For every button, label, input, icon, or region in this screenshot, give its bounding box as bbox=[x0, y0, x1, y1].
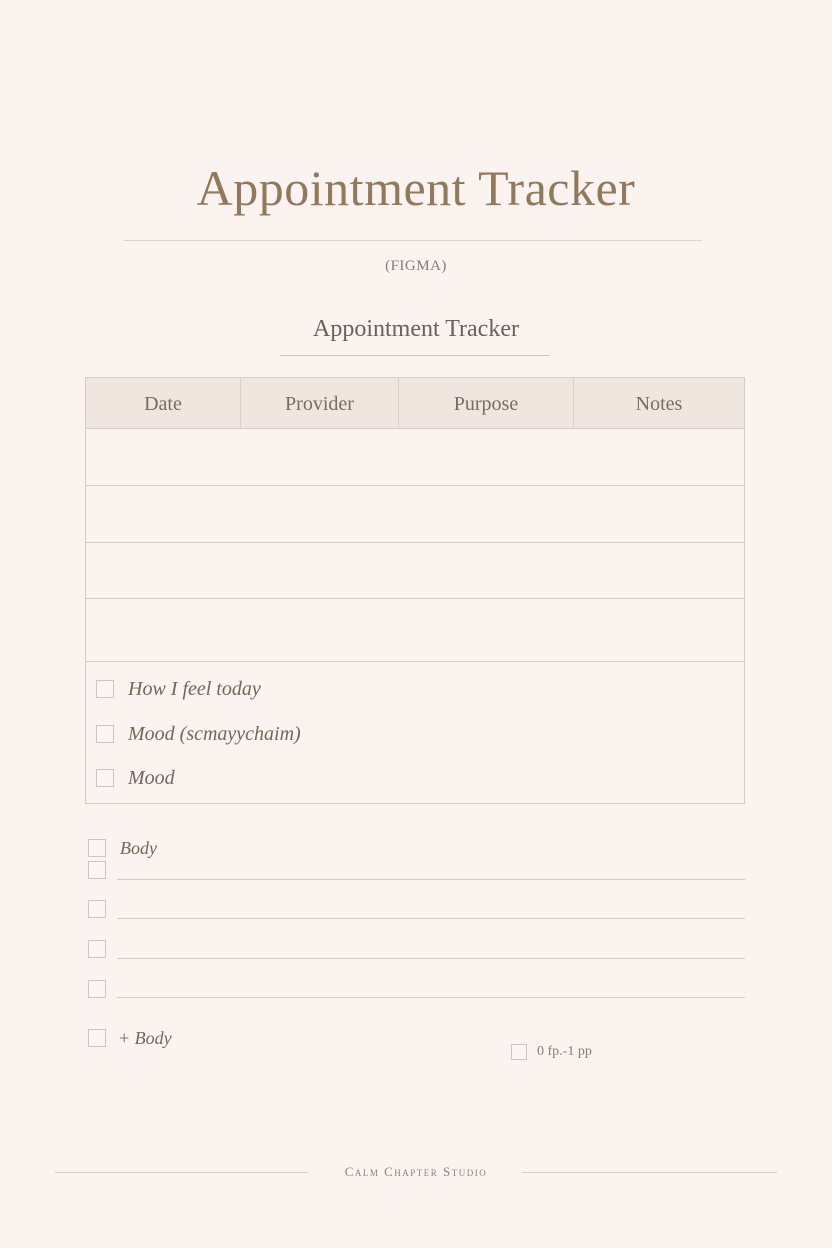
writing-line[interactable] bbox=[117, 918, 745, 919]
checklist-label: How I feel today bbox=[128, 678, 261, 700]
footer-brand: Calm Chapter Studio bbox=[344, 1164, 488, 1179]
add-body-checkbox[interactable] bbox=[88, 1029, 106, 1047]
writing-line[interactable] bbox=[117, 958, 745, 959]
body-checkbox[interactable] bbox=[88, 839, 106, 857]
title-divider bbox=[124, 240, 702, 241]
column-header-date: Date bbox=[144, 393, 182, 415]
column-header-provider: Provider bbox=[240, 378, 398, 428]
section-divider bbox=[280, 355, 550, 356]
misc-checkbox[interactable] bbox=[511, 1044, 527, 1060]
table-row-divider bbox=[86, 661, 744, 662]
writing-line[interactable] bbox=[117, 879, 745, 880]
table-row-divider bbox=[86, 598, 744, 599]
column-header-notes: Notes bbox=[573, 378, 744, 428]
subtitle-tag: (FIGMA) bbox=[385, 258, 447, 274]
checklist-label: Mood bbox=[128, 767, 175, 789]
misc-label: 0 fp.-1 pp bbox=[537, 1044, 592, 1059]
table-header bbox=[86, 378, 744, 429]
checkbox[interactable] bbox=[96, 769, 114, 787]
line-checkbox[interactable] bbox=[88, 900, 106, 918]
appointment-table bbox=[85, 377, 745, 804]
writing-line[interactable] bbox=[117, 997, 745, 998]
table-row-divider bbox=[86, 542, 744, 543]
checklist-label: Mood (scmayychaim) bbox=[128, 723, 301, 745]
line-checkbox[interactable] bbox=[88, 940, 106, 958]
section-title: Appointment Tracker bbox=[313, 316, 519, 342]
line-checkbox[interactable] bbox=[88, 980, 106, 998]
table-row-divider bbox=[86, 485, 744, 486]
page-title: Appointment Tracker bbox=[196, 160, 636, 216]
line-checkbox[interactable] bbox=[88, 861, 106, 879]
add-body-label: + Body bbox=[118, 1028, 172, 1048]
column-header-purpose: Purpose bbox=[398, 378, 573, 428]
checkbox[interactable] bbox=[96, 725, 114, 743]
body-label: Body bbox=[120, 838, 157, 858]
checkbox[interactable] bbox=[96, 680, 114, 698]
